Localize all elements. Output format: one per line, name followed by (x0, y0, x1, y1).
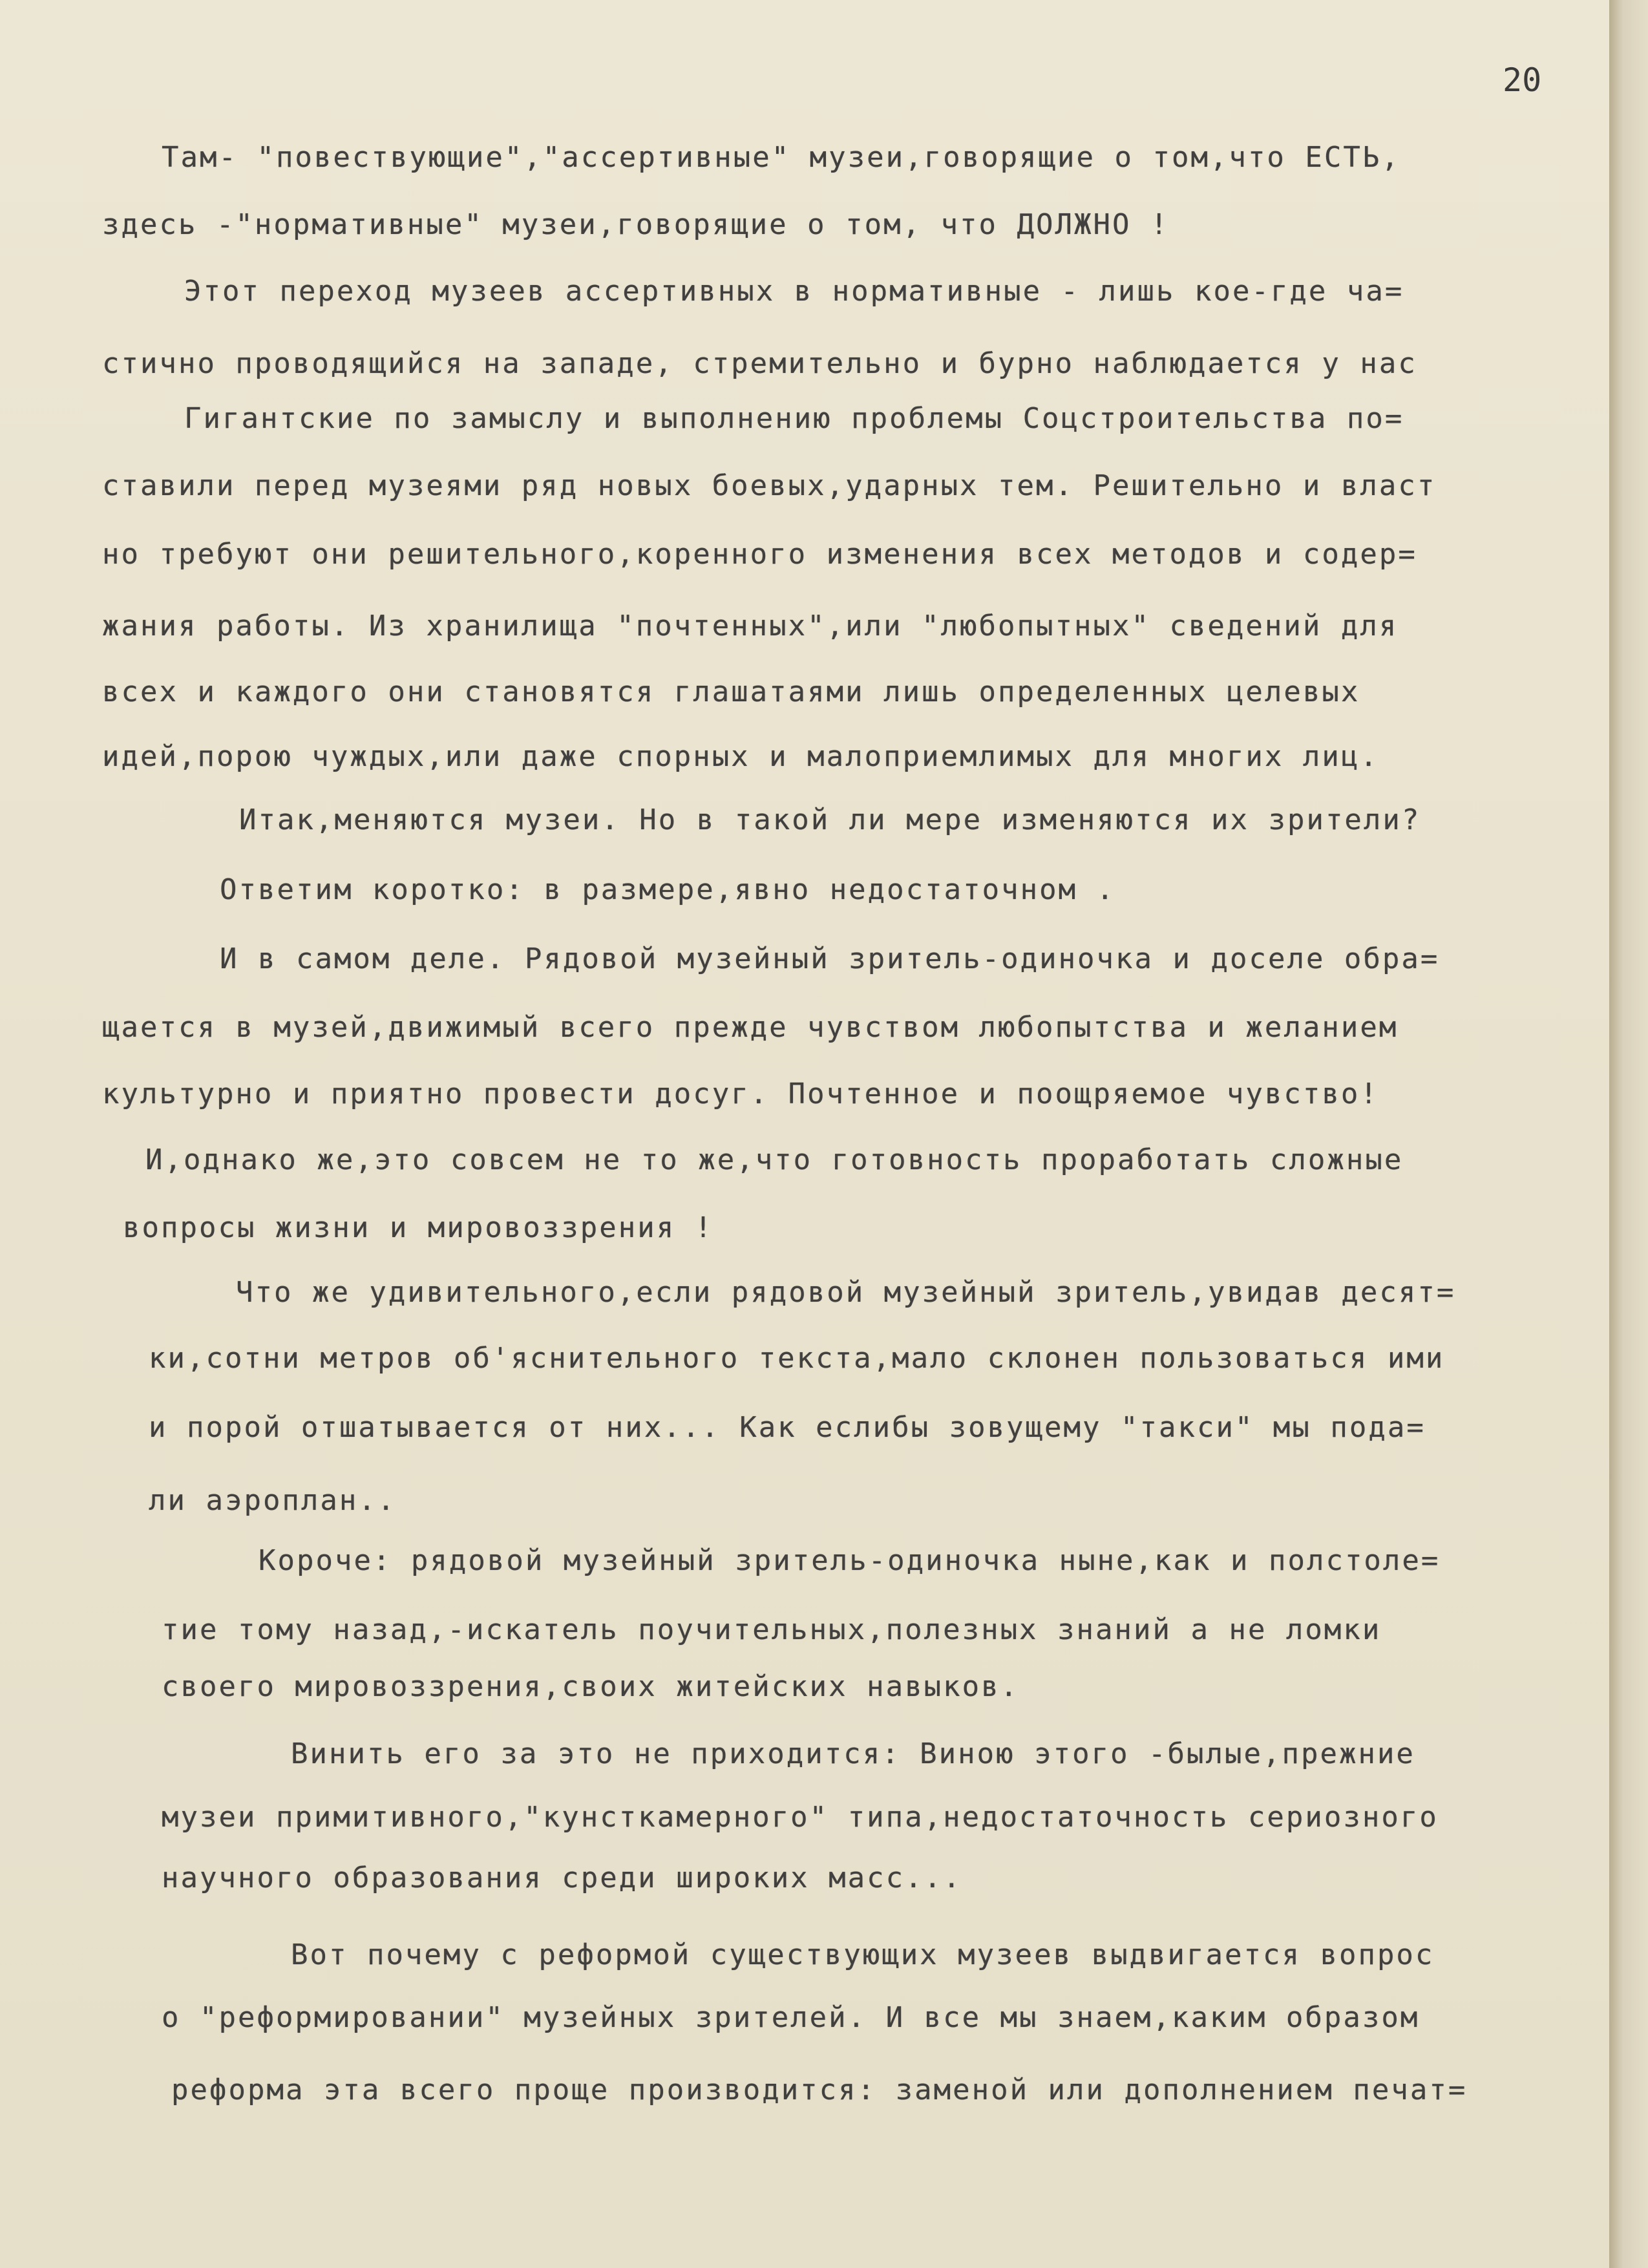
text-line: всех и каждого они становятся глашатаями лишь определенных целевых (102, 675, 1360, 708)
text-line: стично проводящийся на западе, стремительно и бурно наблюдается у нас (102, 347, 1417, 380)
text-line: Короче: рядовой музейный зритель-одиночка ныне,как и полстоле= (259, 1544, 1441, 1577)
text-line: но требуют они решительного,коренного изменения всех методов и содер= (102, 538, 1417, 571)
text-line: здесь -"нормативные" музеи,говорящие о том, что ДОЛЖНО ! (102, 208, 1170, 241)
text-line: Что же удивительного,если рядовой музейный зритель,увидав десят= (236, 1276, 1456, 1309)
text-line: Итак,меняются музеи. Но в такой ли мере изменяются их зрители? (239, 803, 1421, 836)
page-edge (1609, 0, 1648, 2268)
text-line: ставили перед музеями ряд новых боевых,ударных тем. Решительно и власт (102, 469, 1437, 502)
text-line: Гигантские по замыслу и выполнению проблемы Соцстроительства по= (184, 402, 1404, 435)
text-line: жания работы. Из хранилища "почтенных",или "любопытных" сведений для (102, 609, 1399, 642)
text-line: Там- "повествующие","ассертивные" музеи,говорящие о том,что ЕСТЬ, (162, 141, 1400, 174)
text-line: Этот переход музеев ассертивных в нормативные - лишь кое-где ча= (184, 275, 1404, 308)
text-line: идей,порою чуждых,или даже спорных и малоприемлимых для многих лиц. (102, 740, 1379, 773)
text-line: своего мировоззрения,своих житейских навыков. (162, 1670, 1020, 1703)
text-line: вопросы жизни и мировоззрения ! (123, 1211, 714, 1244)
text-line: И,однако же,это совсем не то же,что готовность проработать сложные (145, 1143, 1404, 1176)
text-line: ли аэроплан.. (149, 1484, 397, 1517)
text-line: Ответим коротко: в размере,явно недостаточном . (220, 873, 1116, 906)
text-line: щается в музей,движимый всего прежде чувством любопытства и желанием (102, 1011, 1399, 1044)
text-line: тие тому назад,-искатель поучительных,полезных знаний а не ломки (162, 1613, 1382, 1646)
text-line: реформа эта всего проще производится: заменой или дополнением печат= (171, 2073, 1468, 2106)
text-line: И в самом деле. Рядовой музейный зритель-одиночка и доселе обра= (220, 942, 1440, 975)
text-line: и порой отшатывается от них... Как еслибы зовущему "такси" мы пода= (149, 1411, 1426, 1444)
text-line: о "реформировании" музейных зрителей. И все мы знаем,каким образом (162, 2001, 1420, 2034)
text-line: Винить его за это не приходится: Виною этого -былые,прежние (291, 1737, 1415, 1770)
text-line: музеи примитивного,"кунсткамерного" типа,недостаточность сериозного (162, 1801, 1439, 1834)
text-line: Вот почему с реформой существующих музеев выдвигается вопрос (291, 1938, 1435, 1971)
text-line: культурно и приятно провести досуг. Почтенное и поощряемое чувство! (102, 1077, 1379, 1110)
text-line: ки,сотни метров об'яснительного текста,мало склонен пользоваться ими (149, 1342, 1445, 1375)
text-line: научного образования среди широких масс... (162, 1861, 962, 1894)
page-number: 20 (1503, 61, 1542, 99)
